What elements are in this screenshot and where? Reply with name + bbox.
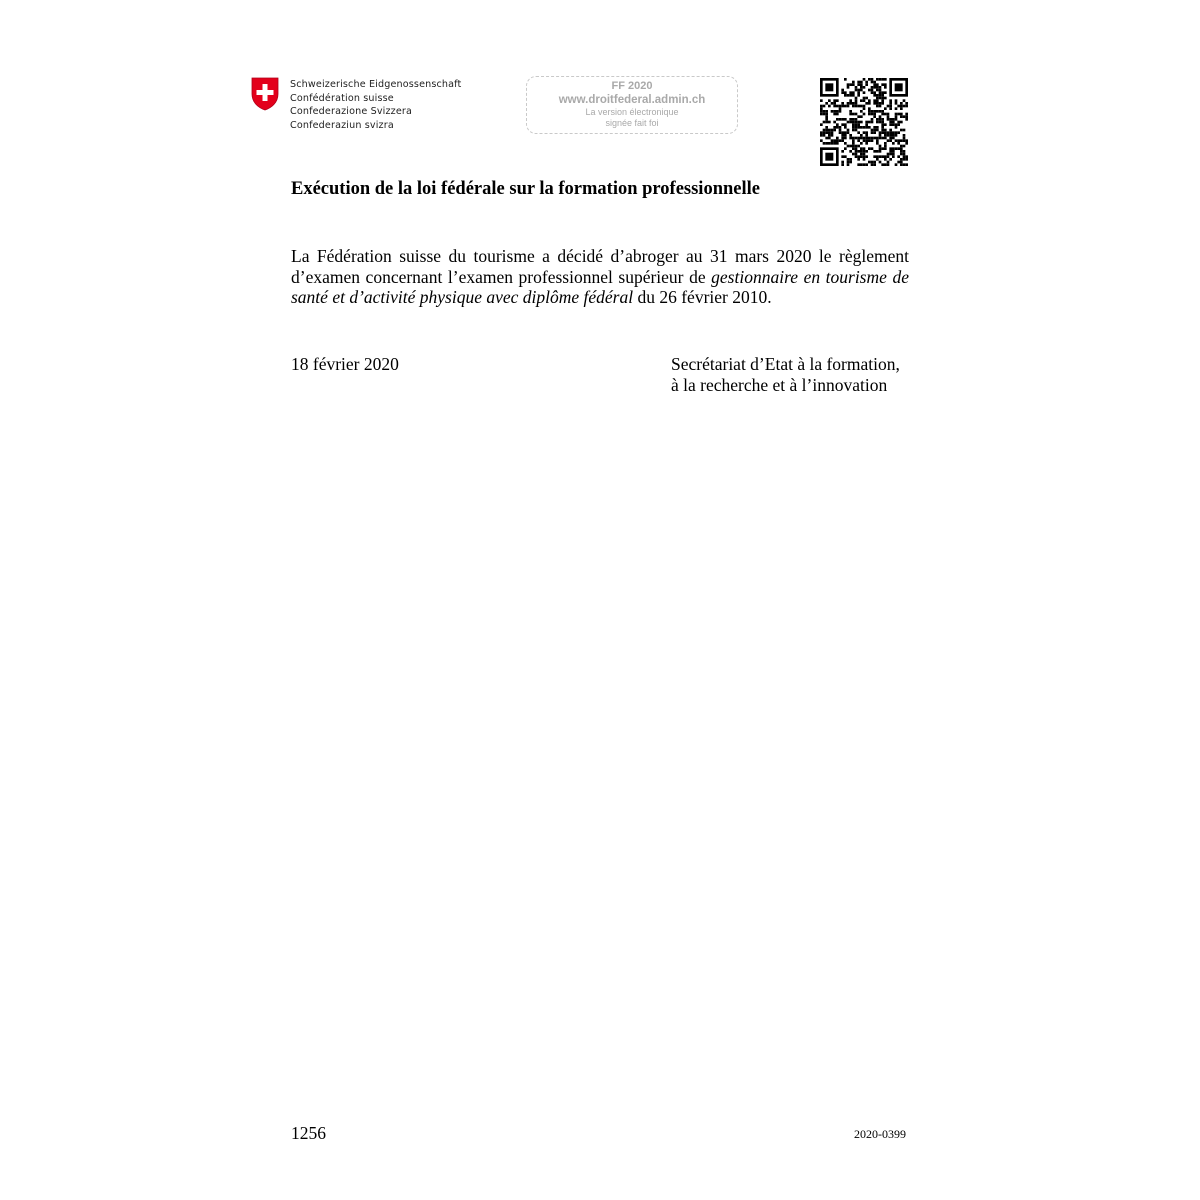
document-number: 2020-0399 — [854, 1127, 906, 1141]
signature-line2: à la recherche et à l’innovation — [671, 375, 888, 395]
body-text-part1: La Fédération suisse du tourisme a décidé d’abroger au 31 mars 2020 le règlement d’examen concernant l’examen professionnel supérieur de — [291, 246, 909, 287]
stamp-note-line1: La version électronique — [585, 107, 679, 117]
org-line-french: Confédération suisse — [290, 92, 394, 104]
stamp-code: FF 2020 — [611, 80, 653, 92]
swiss-coat-of-arms-icon — [251, 77, 279, 111]
org-line-italian: Confederazione Svizzera — [290, 106, 413, 118]
signature-line1: Secrétariat d’Etat à la formation, — [671, 354, 900, 374]
qr-code-icon — [820, 78, 908, 166]
stamp-note-line2: signée fait foi — [605, 118, 659, 128]
page-number: 1256 — [291, 1123, 326, 1143]
authenticity-stamp — [526, 76, 738, 134]
body-text-part2: du 26 février 2010. — [633, 287, 772, 307]
stamp-url: www.droitfederal.admin.ch — [558, 94, 706, 106]
page-title: Exécution de la loi fédérale sur la formation professionnelle — [291, 179, 760, 199]
org-line-german: Schweizerische Eidgenossenschaft — [290, 79, 462, 90]
signature-block — [671, 354, 900, 396]
body-text-italic: gestionnaire en tourisme de santé et d’activité physique avec diplôme fédéral — [291, 266, 909, 307]
org-line-romansh: Confederaziun svizra — [290, 119, 394, 131]
document-date: 18 février 2020 — [291, 354, 399, 374]
federal-administration-name — [290, 78, 461, 132]
body-paragraph — [291, 246, 909, 308]
